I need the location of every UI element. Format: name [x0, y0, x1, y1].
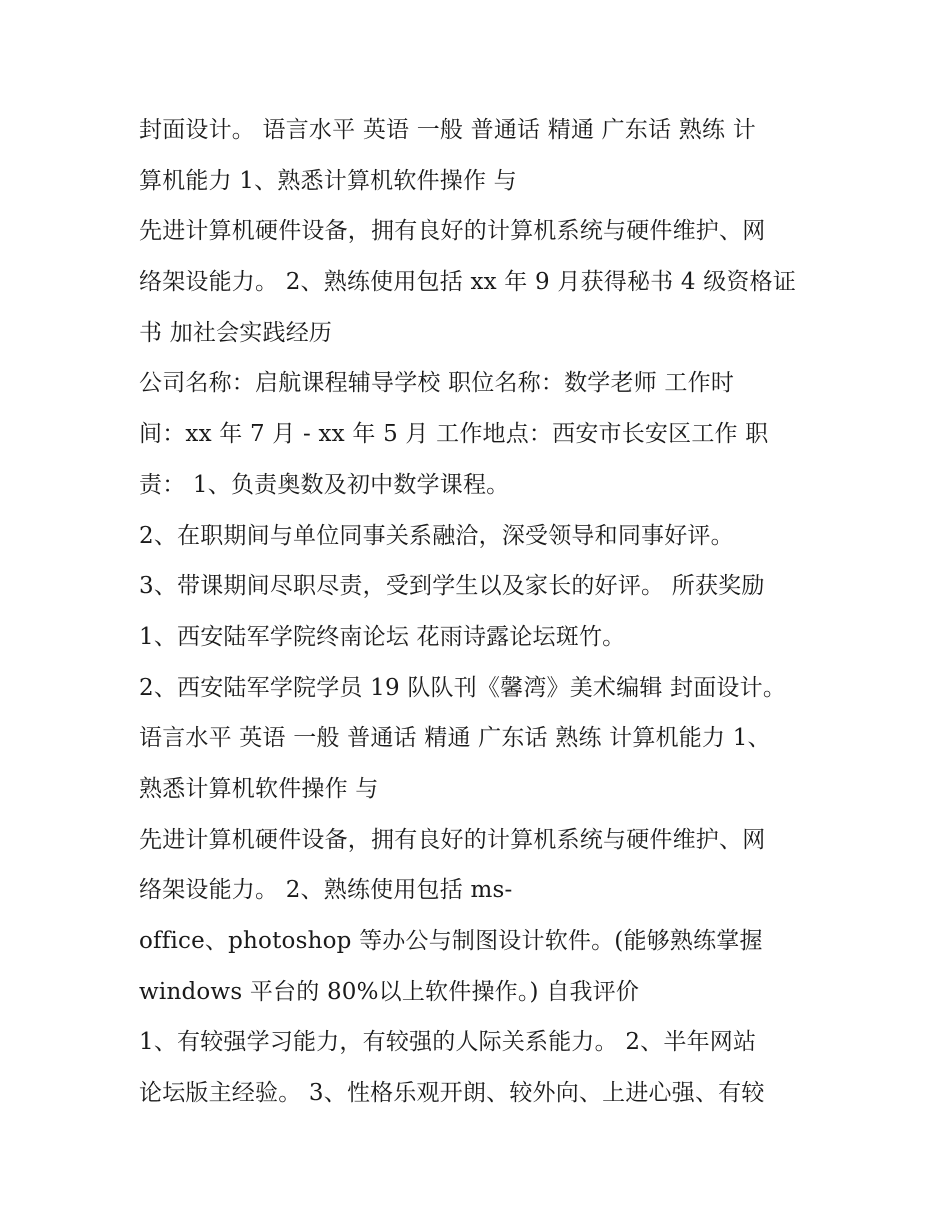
document-body [139, 105, 829, 1119]
text-line: 先进计算机硬件设备，拥有良好的计算机系统与硬件维护、网 [139, 218, 766, 245]
text-line: 间：xx 年 7 月 - xx 年 5 月 工作地点：西安市长安区工作 职 [139, 421, 769, 448]
text-line: 熟悉计算机软件操作 与 [139, 775, 379, 802]
text-line: 络架设能力。 2、熟练使用包括 ms- [139, 877, 513, 904]
text-line: 封面设计。 语言水平 英语 一般 普通话 精通 广东话 熟练 计 [139, 117, 756, 143]
text-line: 2、在职期间与单位同事关系融洽，深受领导和同事好评。 [139, 522, 734, 549]
text-line: 算机能力 1、熟悉计算机软件操作 与 [139, 167, 517, 194]
text-line: 3、带课期间尽职尽责，受到学生以及家长的好评。 所获奖励 [139, 573, 765, 600]
text-line: 先进计算机硬件设备，拥有良好的计算机系统与硬件维护、网 [139, 826, 766, 853]
text-line: 责： 1、负责奥数及初中数学课程。 [139, 471, 510, 498]
text-line: 1、西安陆军学院终南论坛 花雨诗露论坛斑竹。 [139, 623, 626, 650]
text-line: 络架设能力。 2、熟练使用包括 xx 年 9 月获得秘书 4 级资格证 [139, 269, 797, 296]
text-line: office、photoshop 等办公与制图设计软件。(能够熟练掌握 [139, 928, 763, 954]
text-line: 论坛版主经验。 3、性格乐观开朗、较外向、上进心强、有较 [139, 1080, 765, 1107]
text-line: 1、有较强学习能力，有较强的人际关系能力。 2、半年网站 [139, 1029, 757, 1056]
text-line: 书 加社会实践经历 [139, 319, 333, 346]
text-line: windows 平台的 80%以上软件操作。) 自我评价 [139, 978, 640, 1005]
text-line: 公司名称：启航课程辅导学校 职位名称：数学老师 工作时 [139, 370, 735, 397]
text-line: 2、西安陆军学院学员 19 队队刊《馨湾》美术编辑 封面设计。 [139, 674, 787, 701]
text-line: 语言水平 英语 一般 普通话 精通 广东话 熟练 计算机能力 1、 [139, 725, 771, 752]
